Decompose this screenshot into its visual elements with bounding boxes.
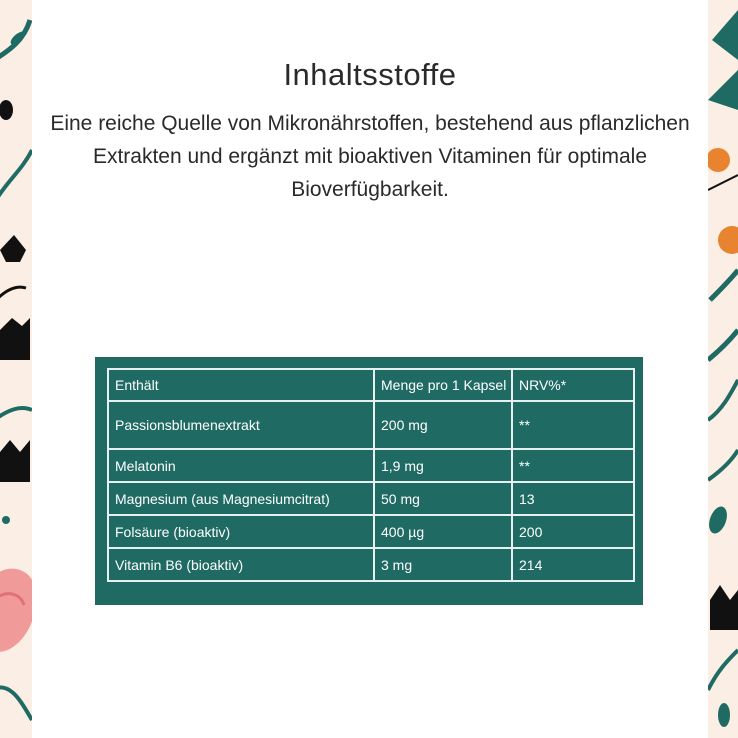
table-row [108,515,634,548]
ingredient-name: Folsäure (bioaktiv) [108,515,374,548]
intro-text: Eine reiche Quelle von Mikronährstoffen, bestehend aus pflanzlichen Extrakten und ergänzt mit bioaktiven Vitaminen für optimale Bioverfügbarkeit. [50,112,690,201]
table-row [108,401,634,449]
table-row [108,449,634,482]
ingredient-nrv: 13 [512,482,634,515]
ingredient-nrv: 214 [512,548,634,581]
floral-pattern-left [0,0,32,738]
content-panel [32,0,708,738]
ingredient-amount: 200 mg [374,401,512,449]
header-nrv: NRV%* [512,369,634,401]
ingredient-name: Magnesium (aus Magnesiumcitrat) [108,482,374,515]
ingredients-table [107,368,635,582]
header-contains: Enthält [108,369,374,401]
ingredients-table-card [95,357,643,605]
ingredient-amount: 400 µg [374,515,512,548]
table-header-row [108,369,634,401]
ingredient-name: Melatonin [108,449,374,482]
ingredient-nrv: ** [512,449,634,482]
ingredient-amount: 50 mg [374,482,512,515]
ingredient-amount: 3 mg [374,548,512,581]
floral-pattern-right [708,0,738,738]
ingredient-nrv: ** [512,401,634,449]
ingredient-name: Vitamin B6 (bioaktiv) [108,548,374,581]
page-title: Inhaltsstoffe [283,57,457,92]
ingredient-name: Passionsblumenextrakt [108,401,374,449]
table-row [108,482,634,515]
header-amount: Menge pro 1 Kapsel [374,369,512,401]
ingredient-amount: 1,9 mg [374,449,512,482]
ingredient-nrv: 200 [512,515,634,548]
table-row [108,548,634,581]
